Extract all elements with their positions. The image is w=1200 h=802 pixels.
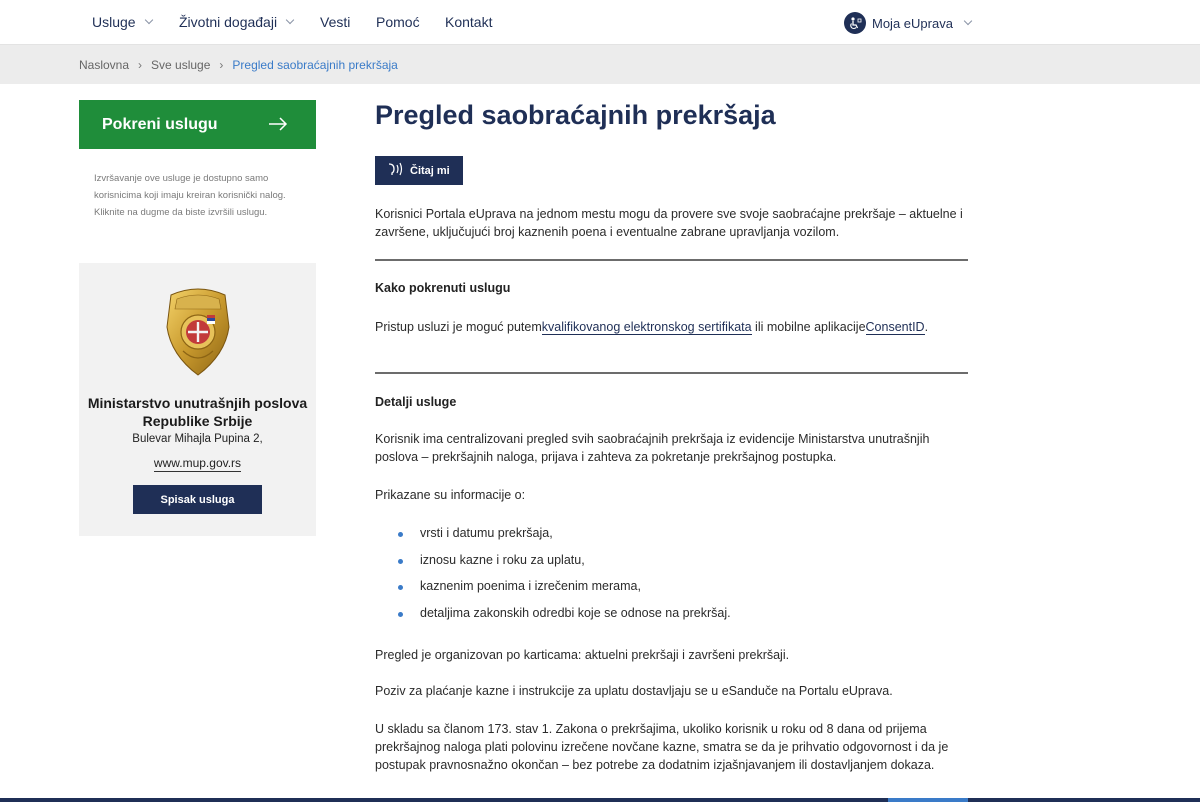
nav-label: Usluge [92, 14, 136, 30]
ministry-name: Ministarstvo unutrašnjih poslova Republike Srbije [87, 395, 308, 429]
list-item: iznosu kazne i roku za uplatu, [398, 553, 958, 580]
bottom-accent [888, 798, 968, 802]
how-to-start-paragraph [375, 318, 970, 336]
section-divider [375, 259, 968, 261]
list-item: kaznenim poenima i izrečenim merama, [398, 579, 958, 606]
nav-item-usluge[interactable] [92, 14, 152, 30]
page-title: Pregled saobraćajnih prekršaja [375, 100, 776, 130]
speaker-icon [386, 161, 404, 180]
how-to-start-heading: Kako pokrenuti uslugu [375, 281, 511, 295]
start-service-note: Izvršavanje ove usluge je dostupno samo korisnicima koji imaju kreiran korisnički nalog. Kliknite na dugme da biste izvršili uslugu. [94, 173, 286, 218]
account-menu[interactable] [844, 12, 971, 34]
ministry-website-link[interactable]: www.mup.gov.rs [153, 456, 242, 470]
account-label: Moja eUprava [872, 15, 953, 31]
read-aloud-button[interactable] [375, 156, 463, 185]
read-aloud-label: Čitaj mi [410, 164, 450, 177]
nav-item-zivotni-dogadjaji[interactable] [179, 14, 293, 30]
details-paragraph: Korisnik ima centralizovani pregled svih saobraćajnih prekršaja iz evidencije Ministarstva unutrašnjih poslova – prekršajnih naloga, prijava i zahteva za pokretanje prekršajnog postupka. [375, 432, 930, 464]
breadcrumb-link-services[interactable]: Sve usluge [151, 58, 211, 72]
info-intro-paragraph: Prikazane su informacije o: [375, 488, 526, 502]
chevron-right-icon: › [219, 58, 224, 72]
consentid-link[interactable]: ConsentID [865, 320, 925, 334]
services-list-button[interactable]: Spisak usluga [133, 485, 262, 514]
service-details-heading: Detalji usluge [375, 395, 457, 409]
intro-paragraph: Korisnici Portala eUprava na jednom mestu mogu da provere sve svoje saobraćajne prekršaje – aktuelne i završene, uključujući broj kaznenih poena i eventualne zabrane upravljanja vozilom. [375, 207, 963, 239]
accessibility-user-icon [844, 12, 866, 34]
arrow-right-icon [268, 115, 288, 138]
nav-item-vesti[interactable] [320, 14, 350, 30]
chevron-down-icon [286, 16, 294, 24]
nav-label: Životni događaji [179, 14, 278, 30]
breadcrumb-bar [0, 45, 1200, 84]
nav-item-pomoc[interactable] [376, 14, 420, 30]
ministry-address: Bulevar Mihajla Pupina 2, [132, 433, 263, 445]
chevron-down-icon [144, 16, 152, 24]
breadcrumb [79, 58, 398, 72]
chevron-right-icon: › [138, 58, 143, 72]
ministry-website-wrap [79, 454, 316, 472]
top-navigation [0, 0, 1200, 45]
list-item: vrsti i datumu prekršaja, [398, 526, 958, 553]
legal-paragraph: U skladu sa članom 173. stav 1. Zakona o prekršajima, ukoliko korisnik u roku od 8 dana od prijema prekršajnog naloga plati polovinu izrečene novčane kazne, smatra se da je prihvatio odgovornost i da je postupak pravnosnažno okončan – bez potrebe za dodatnim izjašnjavanjem ili dostavljanjem dokaza. [375, 722, 949, 772]
how-text-1: Pristup usluzi je moguć putem [375, 320, 542, 334]
start-service-label: Pokreni uslugu [102, 115, 218, 133]
nav-label: Kontakt [445, 14, 493, 30]
payment-paragraph: Poziv za plaćanje kazne i instrukcije za uplatu dostavljaju se u eSandučе na Portalu eUprava. [375, 684, 893, 698]
bottom-border [0, 798, 1200, 802]
tabs-paragraph: Pregled je organizovan po karticama: aktuelni prekršaji i završeni prekršaji. [375, 648, 790, 662]
nav-label: Pomoć [376, 14, 420, 30]
certificate-link[interactable]: kvalifikovanog elektronskog sertifikata [541, 320, 752, 334]
chevron-down-icon [964, 17, 972, 25]
list-item: detaljima zakonskih odredbi koje se odnose na prekršaj. [398, 606, 958, 633]
police-badge-logo [163, 285, 233, 382]
how-text-2: ili mobilne aplikacije [751, 320, 866, 334]
nav-label: Vesti [320, 14, 351, 30]
breadcrumb-current: Pregled saobraćajnih prekršaja [232, 58, 398, 72]
ministry-card [79, 263, 316, 536]
breadcrumb-link-home[interactable]: Naslovna [79, 58, 130, 72]
how-text-3: . [924, 320, 929, 334]
nav-item-kontakt[interactable] [445, 14, 492, 30]
section-divider [375, 372, 968, 374]
info-list [398, 526, 958, 632]
start-service-button[interactable] [79, 100, 316, 149]
